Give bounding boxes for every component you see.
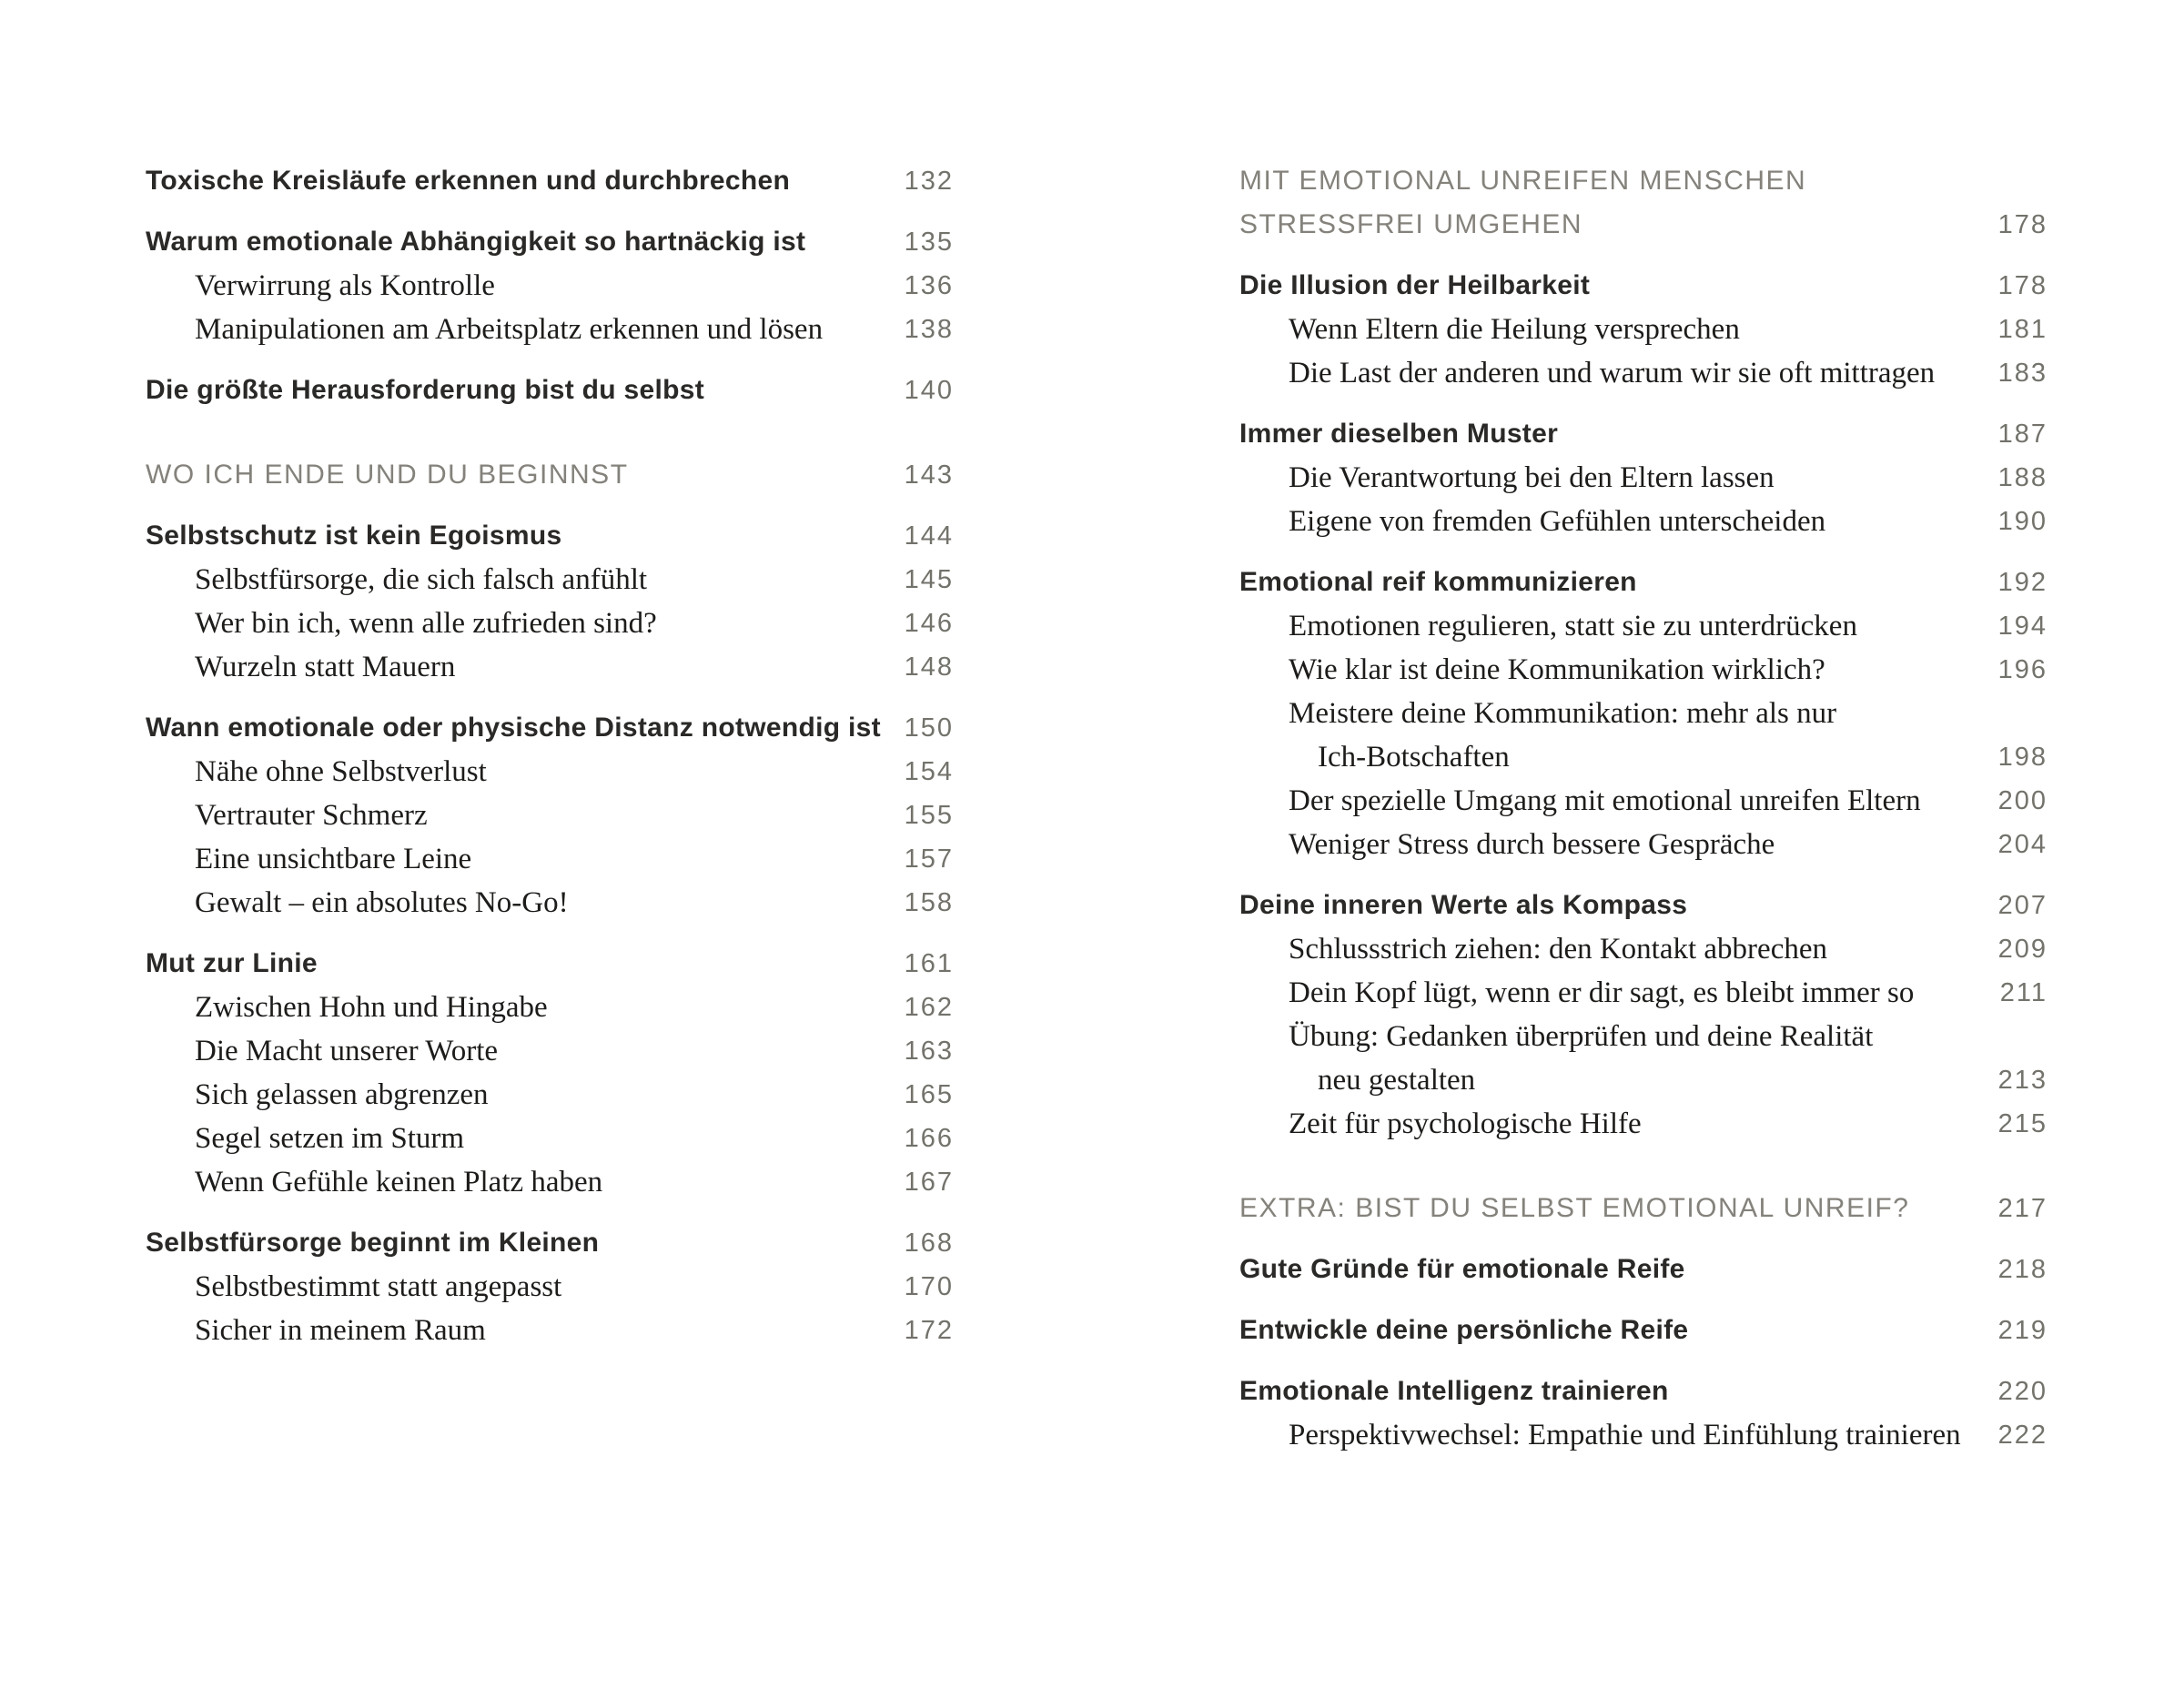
toc-sub-entry (146, 750, 954, 794)
toc-entry-line: Emotionen regulieren, statt sie zu unterdrücken (1289, 610, 1857, 642)
toc-entry-line: Immer dieselben Muster (1239, 419, 1559, 449)
toc-entry-line: Verwirrung als Kontrolle (195, 269, 495, 302)
page-number: 190 (1997, 507, 2048, 536)
toc-entry-lines (1239, 264, 1961, 308)
toc-sub-entry (146, 645, 954, 689)
toc-entry-line: Segel setzen im Sturm (195, 1122, 465, 1155)
page-number: 213 (1997, 1066, 2048, 1095)
toc-entry-lines (1239, 971, 1961, 1015)
toc-entry-lines (146, 514, 867, 558)
toc-chapter-entry (146, 369, 954, 412)
toc-sub-entry (1239, 648, 2048, 692)
toc-chapter-entry (146, 706, 954, 750)
toc-entry-lines (146, 308, 867, 351)
toc-sub-entry (146, 308, 954, 351)
toc-entry-line: Dein Kopf lügt, wenn er dir sagt, es bleibt immer so (1289, 976, 1915, 1009)
toc-entry-line: Zeit für psychologische Hilfe (1289, 1107, 1642, 1140)
page-number: 162 (904, 993, 954, 1022)
toc-sub-entry (146, 794, 954, 837)
page-number: 132 (904, 167, 954, 196)
toc-column-left (146, 159, 954, 1457)
toc-entry-lines (146, 986, 867, 1029)
toc-entry-lines (146, 1117, 867, 1160)
toc-entry-line: Eine unsichtbare Leine (195, 843, 472, 875)
toc-entry-line: Wann emotionale oder physische Distanz notwendig ist (146, 713, 881, 743)
page-number: 187 (1997, 420, 2048, 449)
toc-sub-entry (146, 1117, 954, 1160)
toc-entry-line: neu gestalten (1318, 1064, 1476, 1097)
page-number: 155 (904, 801, 954, 830)
toc-sub-entry (1239, 351, 2048, 395)
toc-entry-lines (1239, 927, 1961, 971)
toc-entry-line: Zwischen Hohn und Hingabe (195, 991, 548, 1024)
toc-entry-lines (146, 369, 867, 412)
toc-entry-line: Vertrauter Schmerz (195, 799, 428, 832)
toc-entry-lines (1239, 1015, 1961, 1102)
toc-chapter-entry (146, 514, 954, 558)
page-number: 146 (904, 609, 954, 638)
page-number: 220 (1997, 1377, 2048, 1406)
toc-entry-line: Selbstfürsorge, die sich falsch anfühlt (195, 563, 648, 596)
toc-chapter-entry (146, 1221, 954, 1265)
toc-entry-lines (1239, 308, 1961, 351)
toc-entry-line: Mut zur Linie (146, 948, 318, 978)
toc-entry-line: Übung: Gedanken überprüfen und deine Realität (1289, 1020, 1874, 1053)
toc-entry-lines (146, 1309, 867, 1352)
page-number: 211 (1999, 978, 2048, 1007)
toc-section-entry (1239, 159, 2048, 247)
page-number: 215 (1997, 1109, 2048, 1138)
toc-chapter-entry (146, 220, 954, 264)
page-number: 167 (904, 1168, 954, 1197)
toc-entry-lines (146, 645, 867, 689)
toc-sub-entry (1239, 823, 2048, 866)
toc-entry-lines (146, 1029, 867, 1073)
toc-entry-lines (1239, 1370, 1961, 1413)
toc-chapter-entry (146, 159, 954, 203)
toc-entry-lines (146, 837, 867, 881)
page-number: 163 (904, 1037, 954, 1066)
page-number: 157 (904, 844, 954, 874)
toc-entry-lines (146, 794, 867, 837)
toc-sub-entry (1239, 692, 2048, 779)
toc-entry-lines (146, 1221, 867, 1265)
toc-sub-entry (1239, 971, 2048, 1015)
page-number: 181 (1997, 315, 2048, 344)
page-number: 138 (904, 315, 954, 344)
page-number: 207 (1997, 891, 2048, 920)
page-number: 166 (904, 1124, 954, 1153)
toc-sub-entry (1239, 927, 2048, 971)
toc-chapter-entry (1239, 1309, 2048, 1352)
page-number: 135 (904, 228, 954, 257)
toc-entry-lines (146, 264, 867, 308)
toc-sub-entry (146, 602, 954, 645)
toc-entry-line: Gewalt – ein absolutes No-Go! (195, 886, 569, 919)
toc-entry-line: Nähe ohne Selbstverlust (195, 755, 487, 788)
page-number: 144 (904, 521, 954, 551)
toc-entry-line: Die Verantwortung bei den Eltern lassen (1289, 461, 1774, 494)
toc-sub-entry (146, 1265, 954, 1309)
page-number: 183 (1997, 359, 2048, 388)
toc-sub-entry (146, 264, 954, 308)
toc-section-entry (146, 453, 954, 497)
page-number: 168 (904, 1229, 954, 1258)
toc-entry-line: Die größte Herausforderung bist du selbst (146, 375, 705, 405)
page-number: 148 (904, 652, 954, 682)
toc-column-right (1239, 159, 2048, 1457)
toc-chapter-entry (1239, 1248, 2048, 1291)
toc-entry-line: STRESSFREI UMGEHEN (1239, 209, 1583, 239)
toc-sub-entry (1239, 1102, 2048, 1146)
page-number: 200 (1997, 786, 2048, 815)
page-number: 161 (904, 949, 954, 978)
toc-entry-line: EXTRA: BIST DU SELBST EMOTIONAL UNREIF? (1239, 1193, 1910, 1223)
toc-section-entry (1239, 1187, 2048, 1230)
toc-entry-lines (146, 220, 867, 264)
toc-entry-lines (146, 881, 867, 925)
toc-entry-line: Die Illusion der Heilbarkeit (1239, 270, 1591, 300)
toc-chapter-entry (1239, 412, 2048, 456)
page-number: 217 (1997, 1194, 2048, 1223)
page-number: 218 (1997, 1255, 2048, 1284)
toc-entry-line: Ich-Botschaften (1318, 741, 1510, 774)
toc-entry-line: Emotionale Intelligenz trainieren (1239, 1376, 1669, 1406)
toc-entry-lines (146, 602, 867, 645)
page-number: 204 (1997, 830, 2048, 859)
toc-entry-lines (1239, 884, 1961, 927)
toc-entry-lines (1239, 604, 1961, 648)
toc-entry-line: Weniger Stress durch bessere Gespräche (1289, 828, 1775, 861)
toc-sub-entry (146, 1073, 954, 1117)
toc-entry-lines (146, 159, 867, 203)
toc-entry-line: Wenn Eltern die Heilung versprechen (1289, 313, 1740, 346)
toc-entry-line: Selbstfürsorge beginnt im Kleinen (146, 1228, 600, 1258)
page-number: 196 (1997, 655, 2048, 684)
page-number: 219 (1997, 1316, 2048, 1345)
toc-entry-lines (1239, 1413, 1961, 1457)
toc-sub-entry (146, 1309, 954, 1352)
toc-entry-line: Wie klar ist deine Kommunikation wirklich? (1289, 653, 1825, 686)
toc-entry-lines (1239, 648, 1961, 692)
toc-entry-lines (146, 706, 881, 750)
page-number: 170 (904, 1272, 954, 1301)
toc-entry-line: Perspektivwechsel: Empathie und Einfühlung trainieren (1289, 1419, 1961, 1451)
toc-entry-line: Meistere deine Kommunikation: mehr als nur (1289, 697, 1837, 730)
toc-entry-lines (1239, 456, 1961, 500)
toc-entry-lines (1239, 692, 1961, 779)
toc-entry-line: MIT EMOTIONAL UNREIFEN MENSCHEN (1239, 166, 1807, 196)
toc-chapter-entry (1239, 1370, 2048, 1413)
toc-sub-entry (1239, 500, 2048, 543)
page-number: 158 (904, 888, 954, 917)
page-number: 192 (1997, 568, 2048, 597)
toc-sub-entry (146, 1160, 954, 1204)
toc-entry-line: Wer bin ich, wenn alle zufrieden sind? (195, 607, 657, 640)
toc-sub-entry (146, 1029, 954, 1073)
toc-entry-lines (146, 750, 867, 794)
toc-entry-line: Warum emotionale Abhängigkeit so hartnäckig ist (146, 227, 806, 257)
toc-entry-lines (146, 1073, 867, 1117)
page-number: 198 (1997, 743, 2048, 772)
toc-chapter-entry (1239, 561, 2048, 604)
page-number: 178 (1997, 271, 2048, 300)
toc-entry-line: Toxische Kreisläufe erkennen und durchbrechen (146, 166, 791, 196)
toc-entry-lines (1239, 1187, 1961, 1230)
toc-entry-lines (146, 1265, 867, 1309)
toc-entry-line: Deine inneren Werte als Kompass (1239, 890, 1688, 920)
toc-entry-line: Manipulationen am Arbeitsplatz erkennen und lösen (195, 313, 824, 346)
page-number: 172 (904, 1316, 954, 1345)
toc-page (146, 159, 2048, 1457)
toc-entry-line: Sicher in meinem Raum (195, 1314, 486, 1347)
page-number: 154 (904, 757, 954, 786)
toc-entry-line: Die Last der anderen und warum wir sie oft mittragen (1289, 357, 1936, 389)
toc-entry-line: Der spezielle Umgang mit emotional unreifen Eltern (1289, 784, 1921, 817)
toc-entry-lines (1239, 823, 1961, 866)
toc-sub-entry (146, 881, 954, 925)
page-number: 188 (1997, 463, 2048, 492)
toc-entry-lines (146, 942, 867, 986)
toc-entry-lines (1239, 1309, 1961, 1352)
toc-sub-entry (1239, 456, 2048, 500)
toc-entry-line: Wenn Gefühle keinen Platz haben (195, 1166, 603, 1198)
page-number: 165 (904, 1080, 954, 1109)
toc-sub-entry (1239, 779, 2048, 823)
toc-entry-line: Selbstschutz ist kein Egoismus (146, 521, 562, 551)
toc-entry-line: Schlussstrich ziehen: den Kontakt abbrechen (1289, 933, 1827, 966)
page-number: 222 (1997, 1421, 2048, 1450)
toc-entry-line: Gute Gründe für emotionale Reife (1239, 1254, 1685, 1284)
toc-entry-lines (1239, 1248, 1961, 1291)
toc-sub-entry (1239, 604, 2048, 648)
toc-entry-lines (146, 1160, 867, 1204)
toc-sub-entry (1239, 1015, 2048, 1102)
toc-entry-lines (1239, 1102, 1961, 1146)
toc-chapter-entry (1239, 264, 2048, 308)
page-number: 178 (1997, 210, 2048, 239)
toc-entry-line: Entwickle deine persönliche Reife (1239, 1315, 1689, 1345)
toc-chapter-entry (1239, 884, 2048, 927)
toc-entry-lines (1239, 412, 1961, 456)
page-number: 136 (904, 271, 954, 300)
toc-entry-line: Die Macht unserer Worte (195, 1035, 499, 1067)
toc-entry-line: Sich gelassen abgrenzen (195, 1078, 489, 1111)
toc-chapter-entry (146, 942, 954, 986)
page-number: 150 (904, 713, 954, 743)
toc-sub-entry (146, 558, 954, 602)
toc-entry-lines (1239, 500, 1961, 543)
toc-sub-entry (146, 837, 954, 881)
page-number: 145 (904, 565, 954, 594)
toc-entry-lines (146, 558, 867, 602)
toc-sub-entry (1239, 1413, 2048, 1457)
page-number: 194 (1997, 612, 2048, 641)
page-number: 143 (904, 460, 954, 490)
toc-entry-lines (1239, 159, 1961, 247)
toc-sub-entry (146, 986, 954, 1029)
toc-sub-entry (1239, 308, 2048, 351)
toc-entry-line: Selbstbestimmt statt angepasst (195, 1270, 562, 1303)
toc-entry-lines (1239, 561, 1961, 604)
toc-entry-lines (146, 453, 867, 497)
toc-entry-line: WO ICH ENDE UND DU BEGINNST (146, 460, 629, 490)
toc-entry-lines (1239, 351, 1961, 395)
toc-entry-line: Wurzeln statt Mauern (195, 651, 456, 683)
toc-entry-line: Eigene von fremden Gefühlen unterscheiden (1289, 505, 1826, 538)
toc-entry-line: Emotional reif kommunizieren (1239, 567, 1637, 597)
page-number: 140 (904, 376, 954, 405)
page-number: 209 (1997, 935, 2048, 964)
toc-entry-lines (1239, 779, 1961, 823)
